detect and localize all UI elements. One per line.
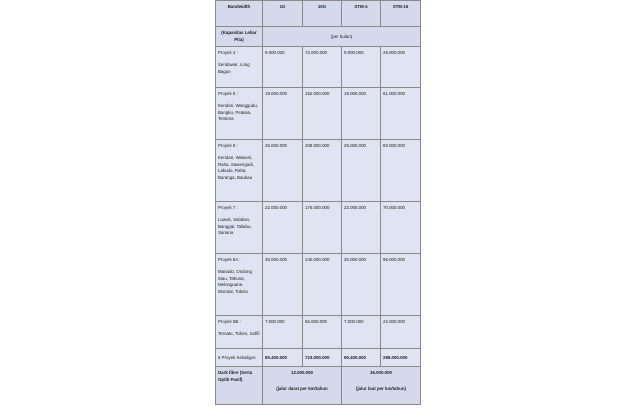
price-10g: 72.000.000 — [303, 47, 342, 88]
price-1g: 19.000.000 — [263, 88, 303, 140]
project-name: Proyek 4 : — [218, 50, 238, 55]
header-bandwidth: Bandwidth — [216, 1, 263, 27]
price-1g: 7.000.000 — [263, 316, 303, 349]
land-cell — [263, 367, 342, 405]
table-row — [216, 202, 421, 254]
project-name: Proyek 5 : — [218, 91, 238, 96]
price-10g: 240.000.000 — [303, 254, 342, 316]
sea-note: (jalur laut per km/tahun) — [355, 385, 406, 391]
project-areas: Luwuk, Salakan, Banggai, Taliabu, Sanana — [218, 216, 252, 236]
table-row — [216, 140, 421, 202]
total-1g: 90.400.000 — [263, 349, 303, 367]
table-row — [216, 254, 421, 316]
price-stm16: 29.000.000 — [381, 47, 421, 88]
price-stm4: 26.000.000 — [342, 140, 381, 202]
price-stm16: 61.000.000 — [381, 88, 421, 140]
unit-label: (per bulan) — [263, 27, 421, 47]
project-areas: Kendari, Wanggudu, Bungku, Petasia, Tentena — [218, 102, 258, 122]
total-stm4: 90.400.000 — [342, 349, 381, 367]
project-cell — [216, 47, 263, 88]
project-name: Proyek 8A : — [218, 257, 241, 262]
dark-fibre-row — [216, 367, 421, 405]
project-cell — [216, 202, 263, 254]
total-10g: 723.000.000 — [303, 349, 342, 367]
price-stm4: 19.000.000 — [342, 88, 381, 140]
total-label: 6 Proyek Sekaligus — [216, 349, 263, 367]
price-stm16: 83.000.000 — [381, 140, 421, 202]
header-stm4: STM-4 — [342, 1, 381, 27]
price-10g: 152.000.000 — [303, 88, 342, 140]
project-cell — [216, 316, 263, 349]
price-stm4: 30.000.000 — [342, 254, 381, 316]
table-row — [216, 47, 421, 88]
header-1g: 1G — [263, 1, 303, 27]
header-stm16: STM-16 — [381, 1, 421, 27]
table-row — [216, 316, 421, 349]
price-stm16: 70.000.000 — [381, 202, 421, 254]
project-areas: Manado, Ondong Siau, Tahuna, Melonguane, Morotai, Tobelo — [218, 268, 252, 295]
price-stm16: 22.000.000 — [381, 316, 421, 349]
project-name: Proyek 6 : — [218, 143, 238, 148]
price-1g: 9.000.000 — [263, 47, 303, 88]
price-stm4: 22.000.000 — [342, 202, 381, 254]
sub-header-row — [216, 27, 421, 47]
capacity-label: (Kapasitas Lebar Pita) — [216, 27, 263, 47]
land-note: (jalur darat per km/tahun — [276, 385, 328, 391]
table-row — [216, 88, 421, 140]
total-stm16: 289.000.000 — [381, 349, 421, 367]
price-1g: 30.000.000 — [263, 254, 303, 316]
land-value: 12.000.000 — [291, 370, 313, 375]
project-name: Proyek 7 : — [218, 205, 238, 210]
sea-value: 36.000.000 — [370, 370, 392, 375]
project-areas: Sendawar, Long Bagun — [218, 61, 250, 74]
dark-fibre-label: Dark fibre (Serta Optik Pasif) — [216, 367, 263, 405]
total-row — [216, 349, 421, 367]
price-10g: 176.000.000 — [303, 202, 342, 254]
header-row — [216, 1, 421, 27]
project-cell — [216, 140, 263, 202]
price-stm4: 9.000.000 — [342, 47, 381, 88]
project-cell — [216, 88, 263, 140]
header-10g: 10G — [303, 1, 342, 27]
project-name: Proyek 8B : — [218, 319, 241, 324]
bandwidth-price-table — [215, 0, 421, 405]
price-stm4: 7.000.000 — [342, 316, 381, 349]
sea-cell — [342, 367, 421, 405]
project-areas: Ternate, Tidore, Sofifi — [218, 330, 260, 336]
price-1g: 26.000.000 — [263, 140, 303, 202]
price-1g: 22.000.000 — [263, 202, 303, 254]
price-10g: 208.000.000 — [303, 140, 342, 202]
project-cell — [216, 254, 263, 316]
price-10g: 56.000.000 — [303, 316, 342, 349]
price-stm16: 96.000.000 — [381, 254, 421, 316]
project-areas: Kendari, Wawoni, Raha, Sawerigadi, Lakudo, Raha, Buranga, Baubau — [218, 154, 254, 181]
